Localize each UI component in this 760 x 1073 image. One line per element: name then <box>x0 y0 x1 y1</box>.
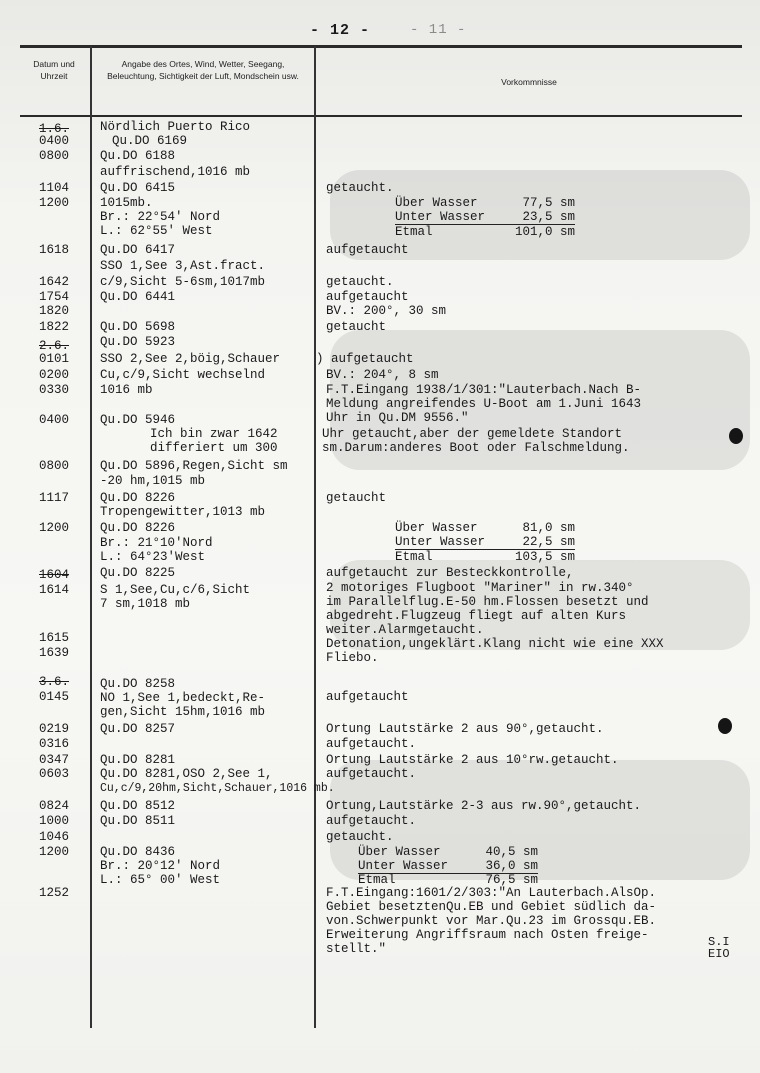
location-line: Qu.DO 8512 <box>100 799 176 813</box>
location-line: 1015mb. <box>100 196 153 210</box>
event-line: Ortung Lautstärke 2 aus 90°,getaucht. <box>326 722 604 736</box>
location-line: Qu.DO 8258 <box>100 677 176 691</box>
location-line: Qu.DO 8281,OSO 2,See 1, <box>100 767 273 781</box>
table-top-rule <box>20 45 742 48</box>
margin-note: S.I EIO <box>708 935 730 961</box>
punch-hole-mark <box>718 718 732 734</box>
table-header-rule <box>20 115 742 117</box>
event-line: von.Schwerpunkt vor Mar.Qu.23 im Grossqu.EB. <box>326 914 657 928</box>
event-line: Unter Wasser 22,5 sm <box>395 535 576 549</box>
time-cell: 1200 <box>38 521 69 535</box>
time-cell: 1614 <box>38 583 69 597</box>
time-cell: 1642 <box>38 275 69 289</box>
location-line: Nördlich Puerto Rico <box>100 120 251 134</box>
event-line: Meldung angreifendes U-Boot am 1.Juni 1643 <box>326 397 642 411</box>
date-cell: 1.6. <box>38 122 69 136</box>
event-line: F.T.Eingang 1938/1/301:"Lauterbach.Nach B- <box>326 383 642 397</box>
time-cell: 1000 <box>38 814 69 828</box>
event-line: BV.: 204°, 8 sm <box>326 368 439 382</box>
location-line: Qu.DO 6188 <box>100 149 176 163</box>
time-cell: 0800 <box>38 149 69 163</box>
location-line: Tropengewitter,1013 mb <box>100 505 266 519</box>
time-cell: 0800 <box>38 459 69 473</box>
time-cell: 1820 <box>38 304 69 318</box>
time-cell: 1639 <box>38 646 69 660</box>
event-line: Über Wasser 81,0 sm <box>395 521 576 535</box>
location-line: Qu.DO 8436 <box>100 845 176 859</box>
event-line: getaucht. <box>326 181 394 195</box>
event-line: Etmal 103,5 sm <box>395 550 576 564</box>
location-line: Qu.DO 8225 <box>100 566 176 580</box>
time-cell: 0219 <box>38 722 69 736</box>
time-cell: 1200 <box>38 196 69 210</box>
event-line: Über Wasser 77,5 sm <box>395 196 576 210</box>
event-line: aufgetaucht zur Besteckkontrolle, <box>326 566 574 580</box>
event-line: Etmal 101,0 sm <box>395 225 576 239</box>
event-line: F.T.Eingang:1601/2/303:"An Lauterbach.AlsOp. <box>326 886 657 900</box>
location-line: L.: 65° 00' West <box>100 873 221 887</box>
event-line: Über Wasser 40,5 sm <box>358 845 539 859</box>
location-line: Cu,c/9,20hm,Sicht,Schauer,1016 mb. <box>100 782 335 795</box>
location-line: L.: 62°55' West <box>100 224 213 238</box>
event-line: Detonation,ungeklärt.Klang nicht wie eine XXX <box>326 637 664 651</box>
location-line: NO 1,See 1,bedeckt,Re- <box>100 691 266 705</box>
page-number-old: - 11 - <box>410 22 467 38</box>
location-line: Qu.DO 8281 <box>100 753 176 767</box>
event-line: ) aufgetaucht <box>316 352 414 366</box>
location-line: SSO 2,See 2,böig,Schauer <box>100 352 281 366</box>
location-line: c/9,Sicht 5-6sm,1017mb <box>100 275 266 289</box>
location-line: Qu.DO 6417 <box>100 243 176 257</box>
event-line: aufgetaucht. <box>326 737 417 751</box>
event-line: im Parallelflug.E-50 hm.Flossen besetzt und <box>326 595 649 609</box>
location-line: Qu.DO 8226 <box>100 521 176 535</box>
location-line: Br.: 20°12' Nord <box>100 859 221 873</box>
time-cell: 1822 <box>38 320 69 334</box>
location-line: Qu.DO 6415 <box>100 181 176 195</box>
column-divider-1 <box>90 46 92 1028</box>
location-line: Qu.DO 5946 <box>100 413 176 427</box>
event-line: abgedreht.Flugzeug fliegt auf alten Kurs <box>326 609 627 623</box>
event-line: aufgetaucht <box>326 690 409 704</box>
time-cell: 0400 <box>38 134 69 148</box>
page-number: - 12 - <box>310 22 371 39</box>
time-cell: 0824 <box>38 799 69 813</box>
location-line: -20 hm,1015 mb <box>100 474 206 488</box>
punch-hole-mark <box>729 428 743 444</box>
event-line: Unter Wasser 36,0 sm <box>358 859 539 873</box>
event-line: BV.: 200°, 30 sm <box>326 304 447 318</box>
header-events: Vorkommnisse <box>501 77 557 87</box>
time-cell: 1604 <box>38 568 69 582</box>
time-cell: 0400 <box>38 413 69 427</box>
location-line: Br.: 21°10'Nord <box>100 536 213 550</box>
column-divider-2 <box>314 46 316 1028</box>
event-line: getaucht. <box>326 830 394 844</box>
location-line: S 1,See,Cu,c/6,Sicht <box>100 583 251 597</box>
time-cell: 1104 <box>38 181 69 195</box>
event-line: aufgetaucht <box>326 243 409 257</box>
location-line: 7 sm,1018 mb <box>100 597 191 611</box>
event-line: Gebiet besetztenQu.EB und Gebiet südlich da- <box>326 900 657 914</box>
time-cell: 1117 <box>38 491 69 505</box>
location-line: gen,Sicht 15hm,1016 mb <box>100 705 266 719</box>
event-line: Unter Wasser 23,5 sm <box>395 210 576 224</box>
location-line: 1016 mb <box>100 383 153 397</box>
event-line: aufgetaucht. <box>326 767 417 781</box>
time-cell: 0603 <box>38 767 69 781</box>
time-cell: 1252 <box>38 886 69 900</box>
location-line: SSO 1,See 3,Ast.fract. <box>100 259 266 273</box>
event-line: sm.Darum:anderes Boot oder Falschmeldung. <box>322 441 630 455</box>
event-line: getaucht. <box>326 275 394 289</box>
location-line: Qu.DO 8257 <box>100 722 176 736</box>
event-line: aufgetaucht. <box>326 814 417 828</box>
event-line: Ortung Lautstärke 2 aus 10°rw.getaucht. <box>326 753 619 767</box>
location-line: Qu.DO 8511 <box>100 814 176 828</box>
time-cell: 0347 <box>38 753 69 767</box>
event-line: Uhr in Qu.DM 9556." <box>326 411 469 425</box>
location-line: Qu.DO 6441 <box>100 290 176 304</box>
location-line: differiert um 300 <box>150 441 278 455</box>
time-cell: 0101 <box>38 352 69 366</box>
event-line: getaucht <box>326 320 387 334</box>
event-line: Erweiterung Angriffsraum nach Osten freige- <box>326 928 649 942</box>
event-line: Uhr getaucht,aber der gemeldete Standort <box>322 427 623 441</box>
time-cell: 1046 <box>38 830 69 844</box>
location-line: Qu.DO 5698 <box>100 320 176 334</box>
time-cell: 0145 <box>38 690 69 704</box>
time-cell: 1615 <box>38 631 69 645</box>
location-line: Qu.DO 8226 <box>100 491 176 505</box>
time-cell: 1200 <box>38 845 69 859</box>
location-line: Ich bin zwar 1642 <box>150 427 278 441</box>
location-line: L.: 64°23'West <box>100 550 206 564</box>
time-cell: 0316 <box>38 737 69 751</box>
event-line: Etmal 76,5 sm <box>358 873 539 887</box>
event-line: 2 motoriges Flugboot "Mariner" in rw.340° <box>326 581 634 595</box>
location-line: Qu.DO 5896,Regen,Sicht sm <box>100 459 288 473</box>
date-cell: 3.6. <box>38 675 69 689</box>
location-line: auffrischend,1016 mb <box>100 165 251 179</box>
location-line: Br.: 22°54' Nord <box>100 210 221 224</box>
header-location-weather: Angabe des Ortes, Wind, Wetter, Seegang, Beleuchtung, Sichtigkeit der Luft, Mondschein usw. <box>107 59 299 81</box>
time-cell: 0200 <box>38 368 69 382</box>
event-line: stellt." <box>326 942 387 956</box>
header-date-time: Datum und Uhrzeit <box>33 59 75 81</box>
event-line: aufgetaucht <box>326 290 409 304</box>
event-line: Fliebo. <box>326 651 379 665</box>
time-cell: 1618 <box>38 243 69 257</box>
event-line: Ortung,Lautstärke 2-3 aus rw.90°,getaucht. <box>326 799 642 813</box>
location-line: Qu.DO 5923 <box>100 335 176 349</box>
location-line: Qu.DO 6169 <box>112 134 188 148</box>
event-line: getaucht <box>326 491 387 505</box>
date-cell: 2.6. <box>38 339 69 353</box>
time-cell: 1754 <box>38 290 69 304</box>
time-cell: 0330 <box>38 383 69 397</box>
event-line: weiter.Alarmgetaucht. <box>326 623 484 637</box>
location-line: Cu,c/9,Sicht wechselnd <box>100 368 266 382</box>
